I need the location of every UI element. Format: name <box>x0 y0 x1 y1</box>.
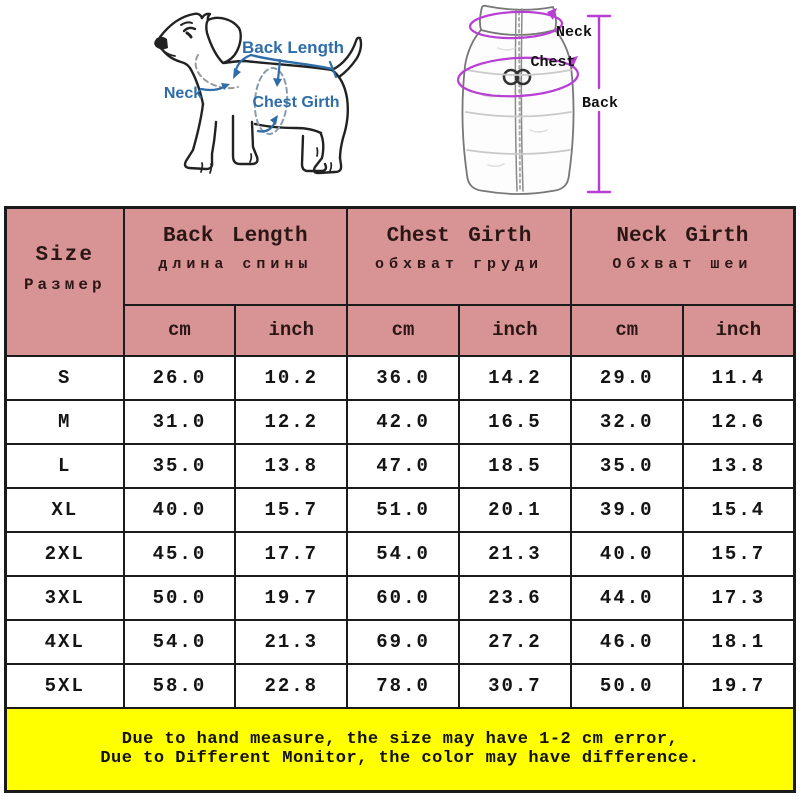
value-cell: 44.0 <box>571 576 683 620</box>
unit-header-cm: cm <box>347 305 459 356</box>
size-cell: 4XL <box>6 620 124 664</box>
table-row-xl <box>6 488 795 532</box>
value-cell: 23.6 <box>459 576 571 620</box>
neck-girth-header-ru: Обхват шеи <box>612 256 753 274</box>
value-cell: 19.7 <box>235 576 347 620</box>
chest-girth-label: Chest Girth <box>252 94 340 111</box>
table-row-l <box>6 444 795 488</box>
value-cell: 16.5 <box>459 400 571 444</box>
chest-girth-header-en: Chest Girth <box>386 225 532 249</box>
value-cell: 10.2 <box>235 356 347 400</box>
value-cell: 78.0 <box>347 664 459 708</box>
value-cell: 50.0 <box>571 664 683 708</box>
table-row-3xl <box>6 576 795 620</box>
value-cell: 36.0 <box>347 356 459 400</box>
chest-girth-group-header <box>347 208 571 305</box>
value-cell: 32.0 <box>571 400 683 444</box>
size-cell: L <box>6 444 124 488</box>
value-cell: 27.2 <box>459 620 571 664</box>
value-cell: 12.6 <box>683 400 795 444</box>
dog-ear <box>206 18 240 63</box>
unit-header-cm: cm <box>124 305 236 356</box>
size-cell: 3XL <box>6 576 124 620</box>
value-cell: 50.0 <box>124 576 236 620</box>
value-cell: 30.7 <box>459 664 571 708</box>
value-cell: 13.8 <box>235 444 347 488</box>
value-cell: 18.5 <box>459 444 571 488</box>
value-cell: 29.0 <box>571 356 683 400</box>
value-cell: 13.8 <box>683 444 795 488</box>
dog-neck-dashed-loop <box>196 55 238 88</box>
value-cell: 15.7 <box>683 532 795 576</box>
size-cell: 5XL <box>6 664 124 708</box>
neck-girth-header-en: Neck Girth <box>616 225 749 249</box>
value-cell: 15.7 <box>235 488 347 532</box>
size-header-en: Size <box>35 243 94 267</box>
back-length-header-ru: длина спины <box>158 256 313 274</box>
size-cell: S <box>6 356 124 400</box>
value-cell: 17.7 <box>235 532 347 576</box>
value-cell: 46.0 <box>571 620 683 664</box>
unit-header-inch: inch <box>459 305 571 356</box>
size-chart-table <box>4 206 796 793</box>
unit-header-cm: cm <box>571 305 683 356</box>
size-cell: M <box>6 400 124 444</box>
value-cell: 40.0 <box>124 488 236 532</box>
back-length-header-en: Back Length <box>163 225 308 249</box>
value-cell: 35.0 <box>571 444 683 488</box>
value-cell: 31.0 <box>124 400 236 444</box>
value-cell: 51.0 <box>347 488 459 532</box>
disclaimer-line-1: Due to hand measure, the size may have 1-2 cm error, <box>121 730 679 750</box>
value-cell: 19.7 <box>683 664 795 708</box>
value-cell: 11.4 <box>683 356 795 400</box>
value-cell: 35.0 <box>124 444 236 488</box>
table-row-2xl <box>6 532 795 576</box>
diagrams-svg <box>0 0 800 206</box>
value-cell: 54.0 <box>124 620 236 664</box>
value-cell: 42.0 <box>347 400 459 444</box>
neck-girth-group-header <box>571 208 795 305</box>
vest-chest-label: Chest <box>530 54 576 71</box>
size-cell: XL <box>6 488 124 532</box>
disclaimer-footer <box>6 708 795 792</box>
measurement-diagrams <box>0 0 800 206</box>
neck-label: Neck <box>163 85 203 102</box>
value-cell: 40.0 <box>571 532 683 576</box>
size-column-header <box>6 208 124 356</box>
back-length-group-header <box>124 208 348 305</box>
value-cell: 54.0 <box>347 532 459 576</box>
vest-neck-label: Neck <box>555 24 593 41</box>
value-cell: 39.0 <box>571 488 683 532</box>
size-cell: 2XL <box>6 532 124 576</box>
table-row-m <box>6 400 795 444</box>
value-cell: 58.0 <box>124 664 236 708</box>
table-row-4xl <box>6 620 795 664</box>
value-cell: 21.3 <box>235 620 347 664</box>
arrowhead <box>273 78 282 87</box>
value-cell: 21.3 <box>459 532 571 576</box>
unit-header-inch: inch <box>235 305 347 356</box>
value-cell: 20.1 <box>459 488 571 532</box>
value-cell: 22.8 <box>235 664 347 708</box>
value-cell: 45.0 <box>124 532 236 576</box>
size-header-ru: Размер <box>23 275 106 294</box>
vest-back-label: Back <box>581 95 619 112</box>
value-cell: 17.3 <box>683 576 795 620</box>
value-cell: 14.2 <box>459 356 571 400</box>
table-row-s <box>6 356 795 400</box>
value-cell: 69.0 <box>347 620 459 664</box>
dog-annotations <box>164 38 344 132</box>
unit-header-inch: inch <box>683 305 795 356</box>
value-cell: 18.1 <box>683 620 795 664</box>
value-cell: 60.0 <box>347 576 459 620</box>
value-cell: 12.2 <box>235 400 347 444</box>
back-length-label: Back Length <box>241 38 345 57</box>
disclaimer-line-2: Due to Different Monitor, the color may have difference. <box>100 749 700 769</box>
value-cell: 47.0 <box>347 444 459 488</box>
table-row-5xl <box>6 664 795 708</box>
chest-girth-header-ru: обхват груди <box>374 256 543 274</box>
value-cell: 26.0 <box>124 356 236 400</box>
value-cell: 15.4 <box>683 488 795 532</box>
